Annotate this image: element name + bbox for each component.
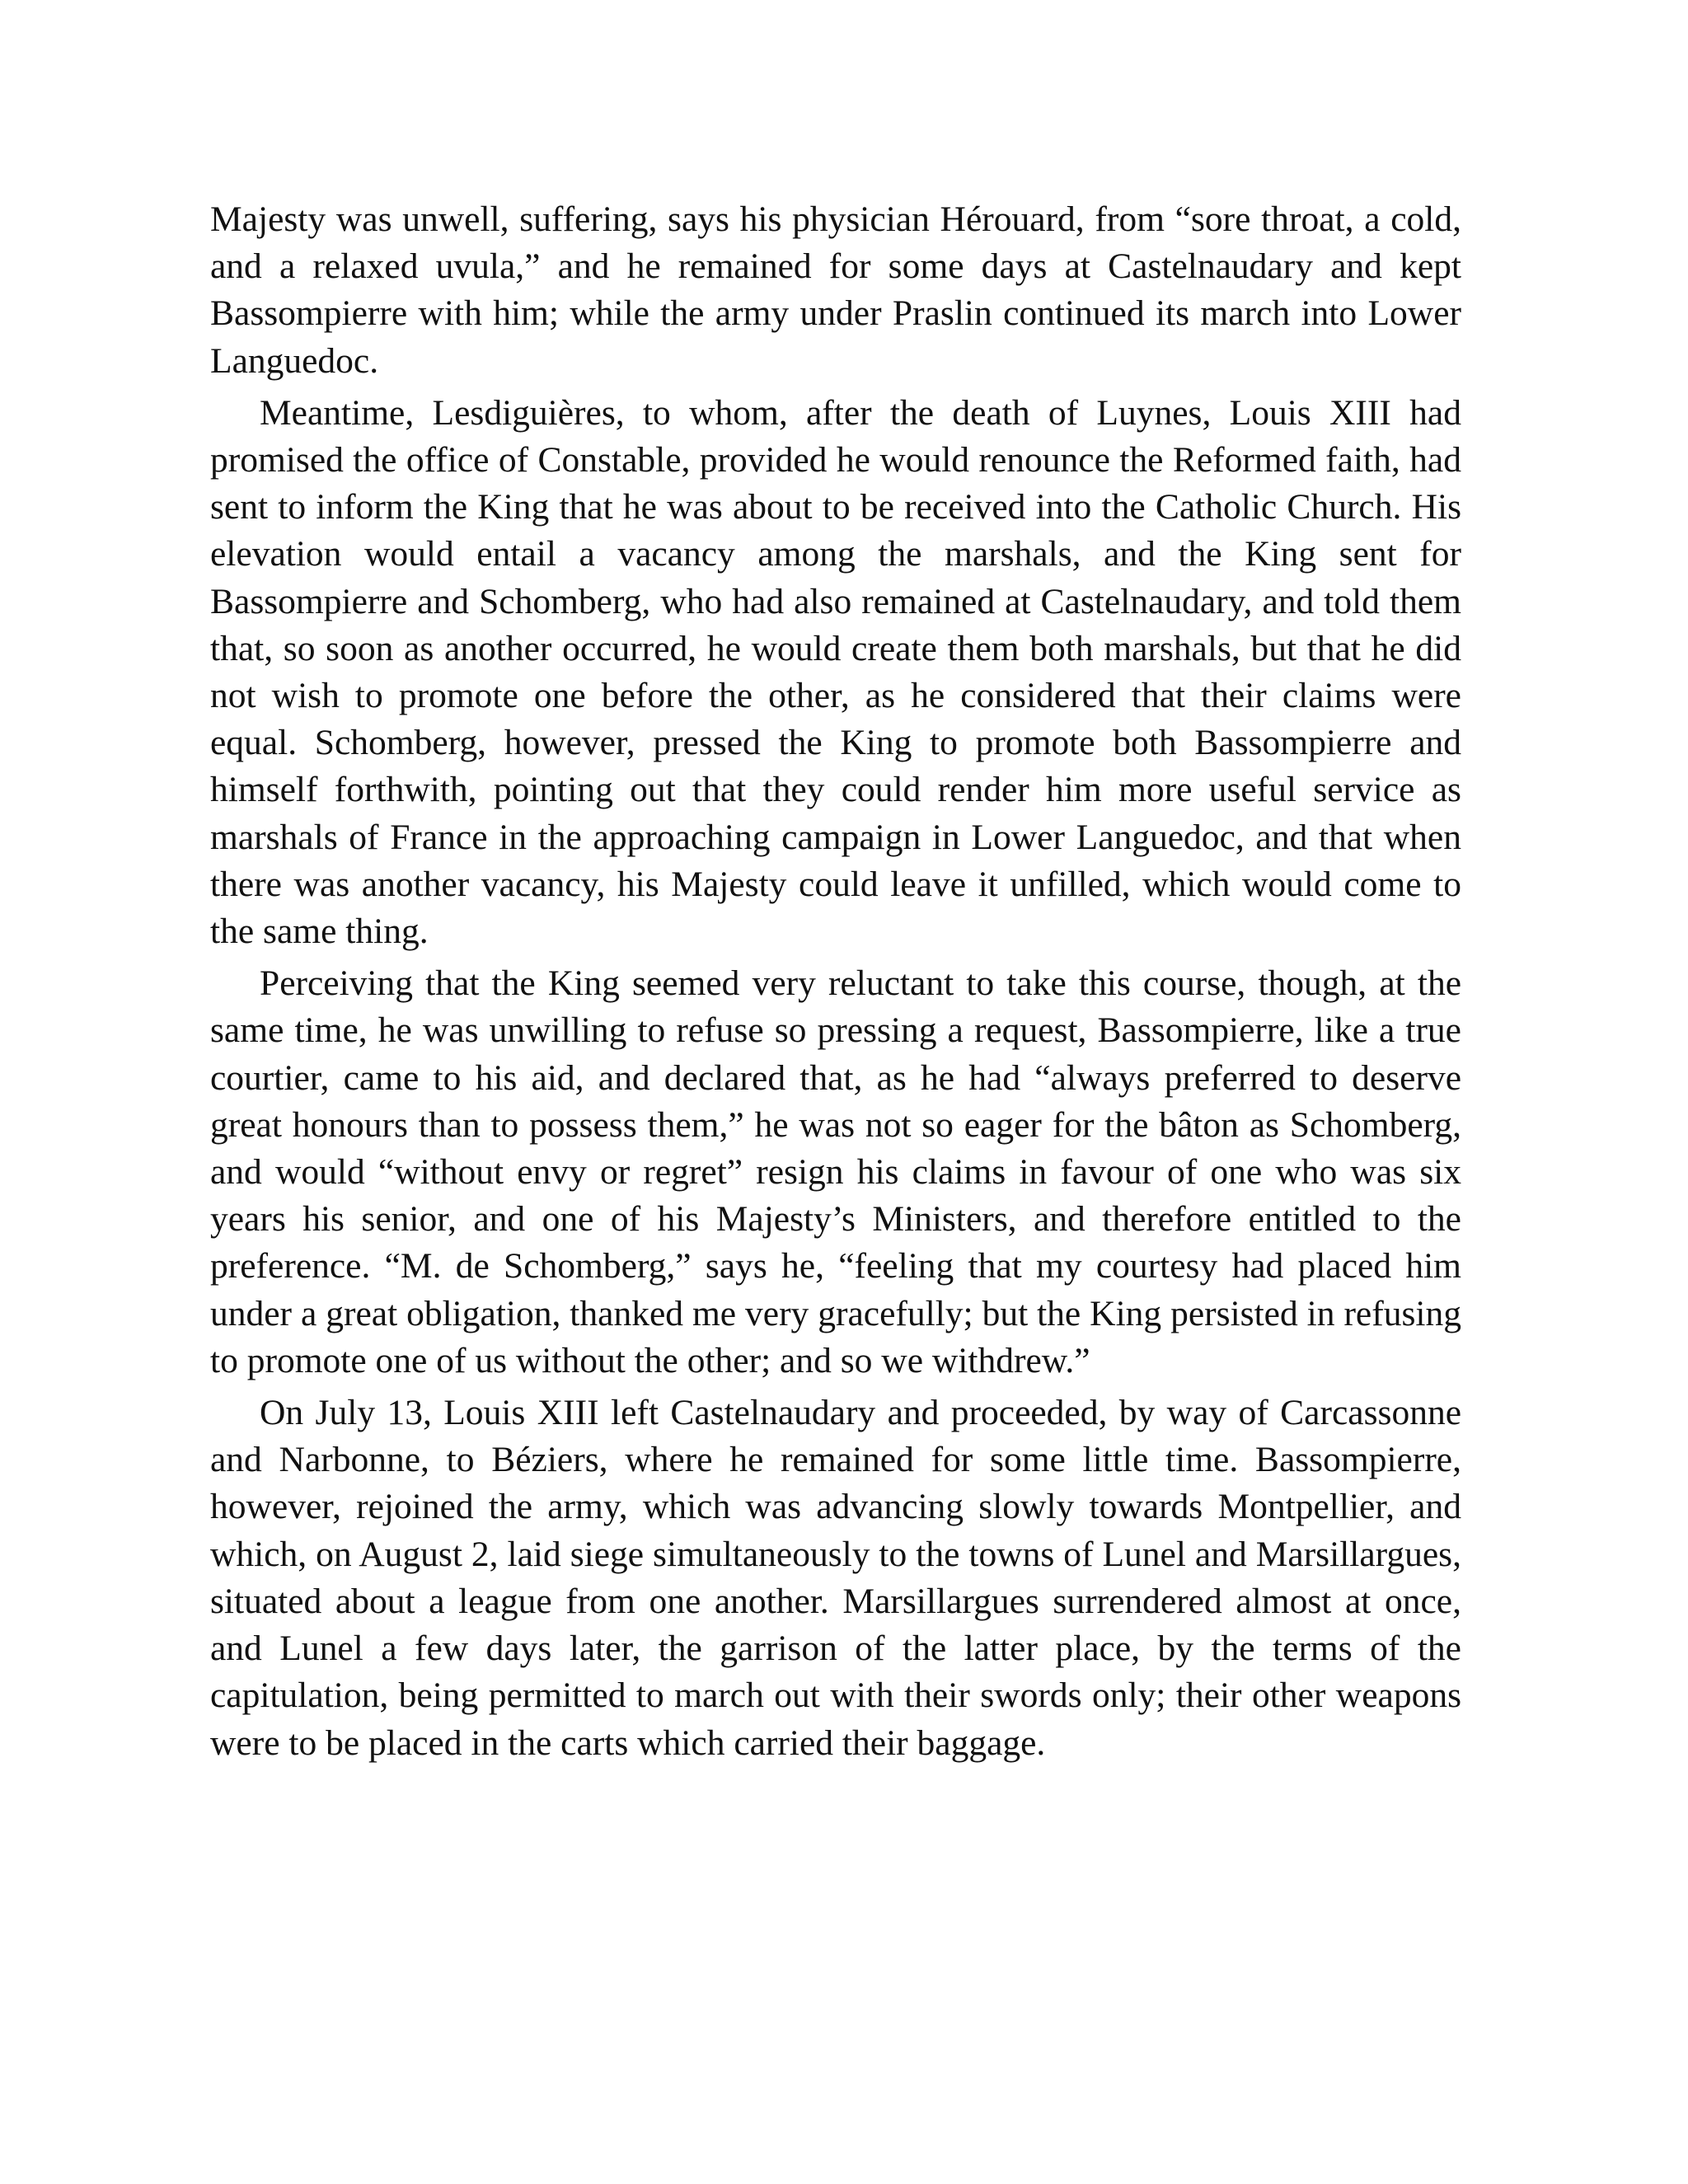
paragraph-3: Perceiving that the King seemed very reluctant to take this course, though, at the same time, he was unwilling to refuse so pressing a request, Bassompierre, like a true courtier, came to his aid, and declared that, as he had “always preferred to deserve great honours than to possess them,” he was not so eager for the bâton as Schomberg, and would “without envy or regret” resign his claims in favour of one who was six years his senior, and one of his Majesty’s Ministers, and therefore entitled to the preference. “M. de Schomberg,” says he, “feeling that my courtesy had placed him under a great obligation, thanked me very gracefully; but the King persisted in refusing to promote one of us without the other; and so we withdrew.” (210, 963, 1461, 1380)
paragraph-1: Majesty was unwell, suffering, says his physician Hérouard, from “sore throat, a cold, and a relaxed uvula,” and he remained for some days at Castelnaudary and kept Bassompierre with him; while the army under Praslin continued its march into Lower Languedoc. (210, 199, 1461, 381)
paragraph-2: Meantime, Lesdiguières, to whom, after the death of Luynes, Louis XIII had promised the office of Constable, provided he would renounce the Reformed faith, had sent to inform the King that he was about to be received into the Catholic Church. His elevation would entail a vacancy among the marshals, and the King sent for Bassompierre and Schomberg, who had also remained at Castelnaudary, and told them that, so soon as another occurred, he would create them both marshals, but that he did not wish to promote one before the other, as he considered that their claims were equal. Schomberg, however, pressed the King to promote both Bassompierre and himself forthwith, pointing out that they could render him more useful service as marshals of France in the approaching campaign in Lower Languedoc, and that when there was another vacancy, his Majesty could leave it unfilled, which would come to the same thing. (210, 392, 1461, 952)
paragraph-4: On July 13, Louis XIII left Castelnaudary and proceeded, by way of Carcassonne and Narbonne, to Béziers, where he remained for some little time. Bassompierre, however, rejoined the army, which was advancing slowly towards Montpellier, and which, on August 2, laid siege simultaneously to the towns of Lunel and Marsillargues, situated about a league from one another. Marsillargues surrendered almost at once, and Lunel a few days later, the garrison of the latter place, by the terms of the capitulation, being permitted to march out with their swords only; their other weapons were to be placed in the carts which carried their baggage. (210, 1393, 1461, 1763)
page-text (210, 196, 1461, 1772)
